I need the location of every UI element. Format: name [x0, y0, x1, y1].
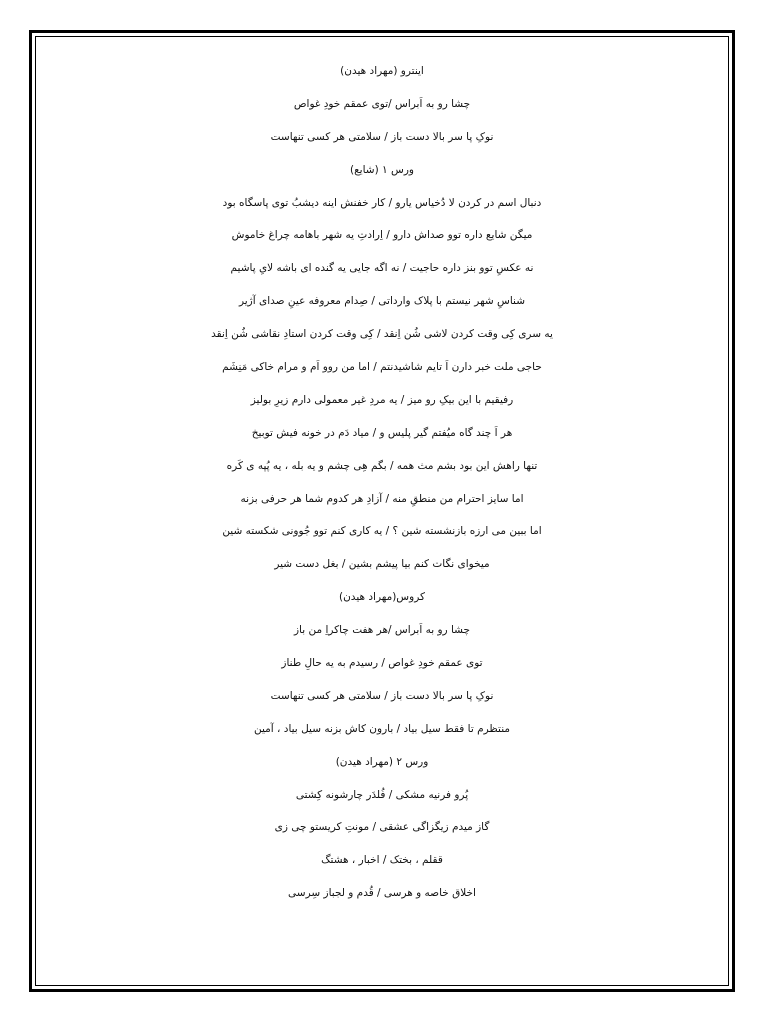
section-heading: ورس ۱ (شایع) — [350, 163, 414, 176]
lyric-line: منتظرم تا فقط سیل بیاد / بارون کاش بزنه سیل بیاد ، آمین — [254, 722, 510, 735]
lyrics-text — [40, 55, 724, 910]
lyric-line: نه عکسِ توو بنز داره حاجیت / نه اگه جایی یه گنده ای باشه لایِ پاشیم — [230, 262, 534, 275]
lyric-line: رفیقیم با این بیکِ رو میز / یه مردِ غیر معمولی دارم زیرِ بولیز — [250, 393, 514, 406]
lyric-line: اما ببین می ارزه بازنشسته شین ؟ / یه کاری کنم توو جُوونی شکسته شین — [222, 525, 542, 538]
lyric-line: دنبال اسم در کردن لا دُخیاس یارو / کار خفنش اینه دیشبُ توی پاسگاه بود — [222, 196, 542, 209]
lyric-line: اما سایز احترام من منطقِ منه / آزادِ هر کدوم شما هر حرفی بزنه — [240, 492, 524, 505]
lyric-line: میخوای نگات کنم بیا پیشم بشین / بغل دست شیر — [274, 558, 490, 571]
lyric-line: پُرو فرنیه مشکی / فُلدَر چارشونه کِشتی — [295, 788, 469, 801]
section-heading: اینترو (مهراد هیدن) — [340, 65, 424, 77]
lyric-line: گاز میدم زیگزاگی عشقی / مونتِ کریستو چی زی — [274, 821, 490, 834]
lyric-line: شناسِ شهر نیستم با پلاک وارداتی / صِدام معروفه عینِ صدای آژیر — [238, 295, 526, 308]
lyric-line: چشا رو به اَبراس /توی عمقم خودِ غواص — [293, 97, 471, 110]
lyric-line: تنها راهش این بود بشم مث همه / بگم هِی چشم و یه بله ، یه پُپه ی کَره — [226, 459, 538, 472]
lyric-line: توی عمقم خودِ غواص / رسیدم به یه حالِ طناز — [281, 657, 483, 670]
lyric-line: حاجی ملت خبر دارن اَ تایم شاشیدنتم / اما من روو اَم و مرام خاکی مَنِشَم — [222, 361, 542, 374]
section-heading: ورس ۲ (مهراد هیدن) — [335, 755, 429, 768]
lyric-line: میگن شایع داره توو صداش دارو / اِرادتِ یه شهر باهامه چراغ خاموش — [231, 229, 533, 242]
lyric-line: نوکِ پا سر بالا دست باز / سلامتی هر کسی تنهاست — [270, 130, 494, 143]
lyric-line: ققلم ، بختک / اخبار ، هشتگ — [321, 854, 443, 867]
lyric-line: هر اَ چند گاه میُفتم گیر پلیس و / میاد دَم در خونه فیش توبیخ — [251, 426, 513, 439]
lyric-line: چشا رو به اَبراس /هر هفت چاکراِ من باز — [293, 624, 471, 637]
lyric-line: اخلاق خاصه و هرسی / قُدم و لجباز سِرسی — [288, 887, 476, 900]
lyric-line: نوکِ پا سر بالا دست باز / سلامتی هر کسی تنهاست — [270, 689, 494, 702]
lyric-line: یه سری کِی وقت کردن لاشی شُن اِنقد / کِی وقت کردن استادِ نقاشی شُن اِنقد — [211, 328, 553, 341]
section-heading: کروس(مهراد هیدن) — [339, 591, 425, 604]
